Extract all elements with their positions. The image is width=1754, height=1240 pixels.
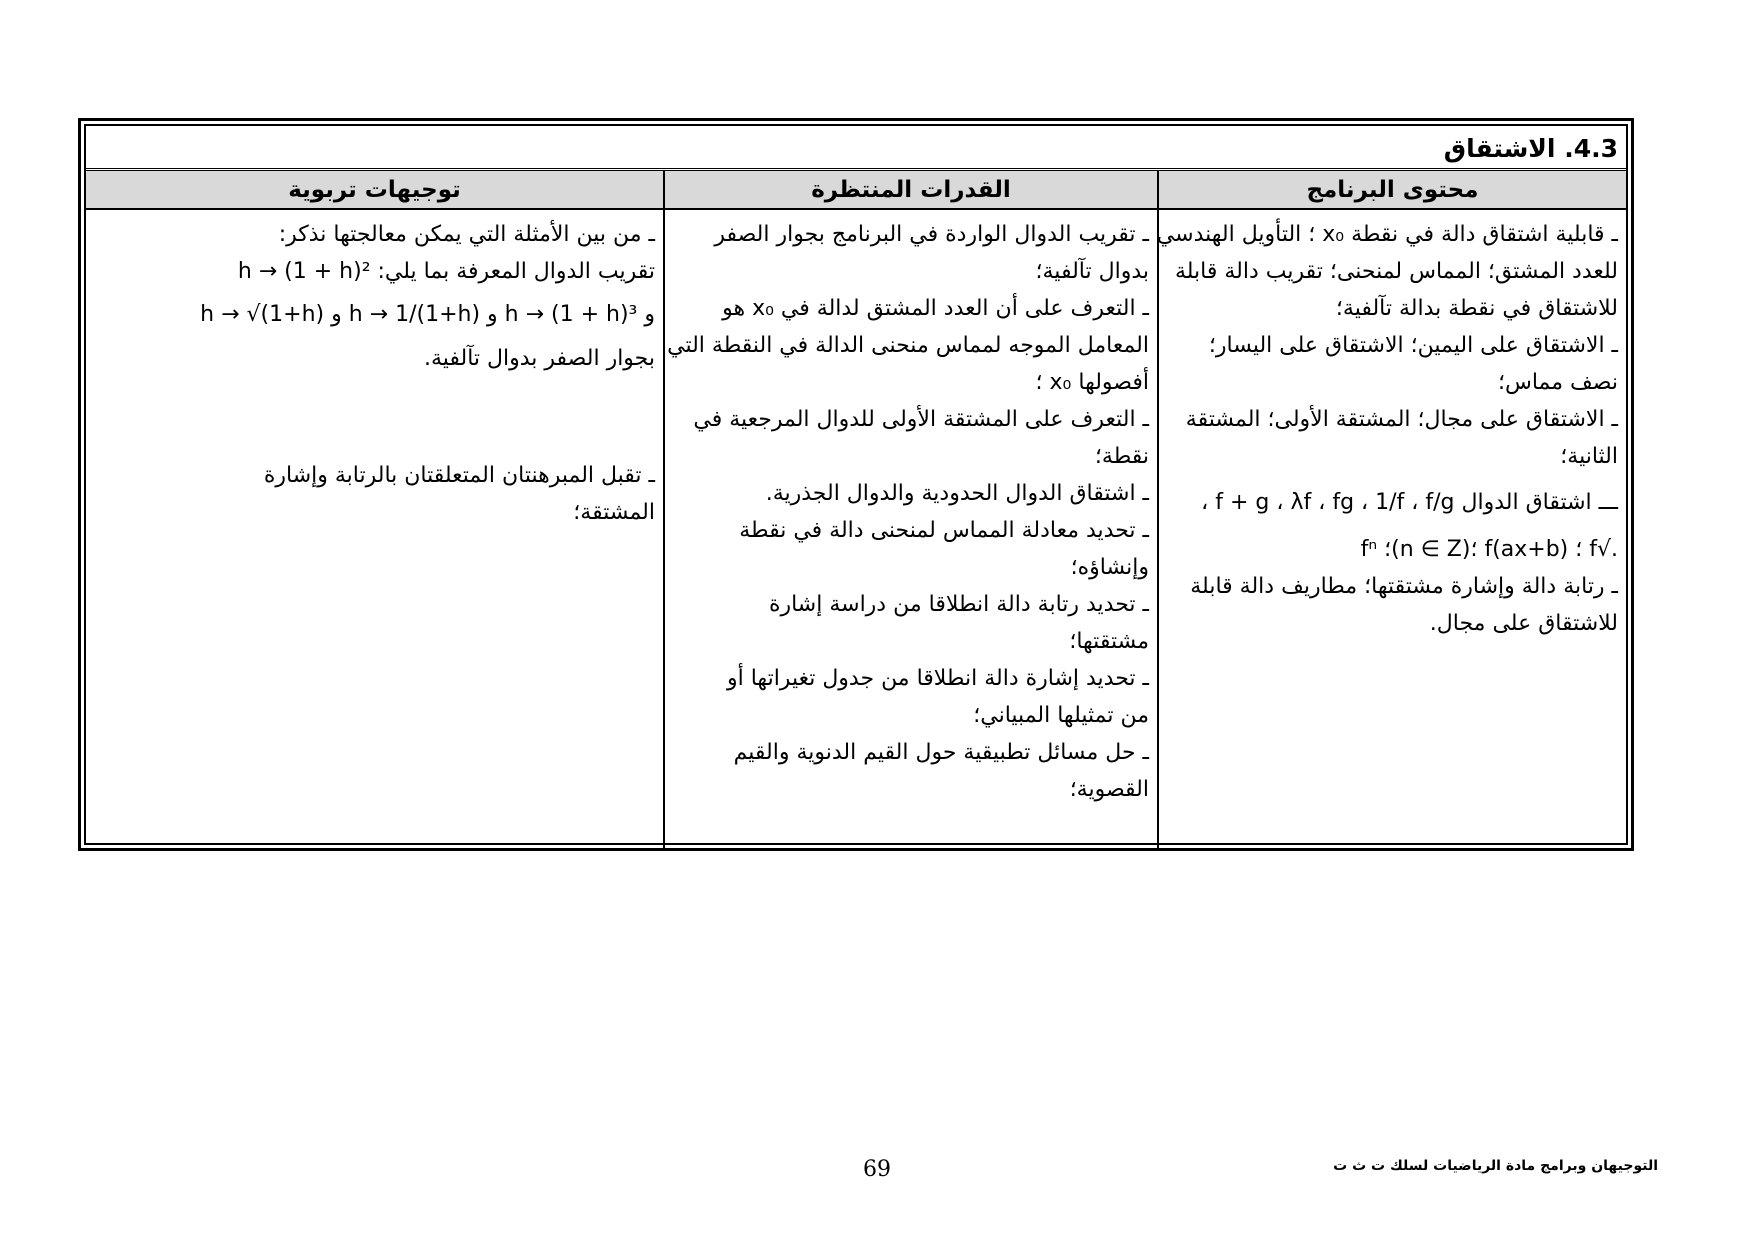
footer-caption: التوجيهان وبرامج مادة الرياضيات لسلك ت ث ت [1333, 1158, 1658, 1174]
abilities-line: ـ تحديد معادلة المماس لمنحنى دالة في نقطة [739, 518, 1149, 543]
abilities-line: من تمثيلها المبياني؛ [973, 703, 1149, 728]
abilities-line: ـ التعرف على أن العدد المشتق لدالة في x₀ هو [722, 296, 1149, 321]
content-line: ـ الاشتقاق على مجال؛ المشتقة الأولى؛ المشتقة [1185, 407, 1618, 432]
abilities-line: ـ حل مسائل تطبيقية حول القيم الدنوية والقيم [733, 740, 1149, 765]
content-line: ـ رتابة دالة وإشارة مشتقتها؛ مطاريف دالة قابلة [1190, 574, 1618, 599]
content-line: للاشتقاق في نقطة بدالة تآلفية؛ [1335, 296, 1618, 321]
header-abilities: القدرات المنتظرة [664, 171, 1158, 209]
abilities-line: ـ تقريب الدوال الواردة في البرنامج بجوار الصفر [714, 222, 1149, 247]
content-line: .√f ؛ f(ax+b) ؛(n ∈ Z)؛ fⁿ [1360, 537, 1618, 562]
header-guidance: توجيهات تربوية [86, 171, 664, 209]
guidance-line: ـ من بين الأمثلة التي يمكن معالجتها نذكر: [278, 222, 655, 247]
section-title: 4.3. الاشتقاق [86, 126, 1626, 171]
content-line: للاشتقاق على مجال. [1429, 611, 1618, 636]
abilities-line: ـ اشتقاق الدوال الحدودية والدوال الجذرية. [765, 481, 1149, 506]
content-line: ـ الاشتقاق على اليمين؛ الاشتقاق على اليسار؛ [1208, 333, 1618, 358]
section-frame [78, 118, 1634, 851]
abilities-line: القصوية؛ [1069, 777, 1149, 802]
content-cell [1158, 209, 1626, 850]
abilities-line: المعامل الموجه لمماس منحنى الدالة في النقطة التي [667, 333, 1149, 358]
table-body-row [86, 209, 1626, 850]
abilities-line: بدوال تآلفية؛ [1035, 259, 1149, 284]
abilities-line: ـ تحديد رتابة دالة انطلاقا من دراسة إشارة [768, 592, 1149, 617]
guidance-line: تقريب الدوال المعرفة بما يلي: h → (1 + h)² [237, 259, 655, 284]
abilities-line: ـ التعرف على المشتقة الأولى للدوال المرجعية في [693, 407, 1149, 432]
guidance-spacer [96, 377, 655, 457]
content-line: نصف مماس؛ [1497, 370, 1618, 395]
abilities-cell [664, 209, 1158, 850]
guidance-line: المشتقة؛ [573, 500, 655, 525]
guidance-cell [86, 209, 664, 850]
abilities-line: وإنشاؤه؛ [1070, 555, 1149, 580]
guidance-line: بجوار الصفر بدوال تآلفية. [423, 346, 655, 371]
abilities-line: ـ تحديد إشارة دالة انطلاقا من جدول تغيراتها أو [727, 666, 1149, 691]
abilities-line: مشتقتها؛ [1069, 629, 1149, 654]
section-inner-frame [84, 124, 1628, 845]
header-content: محتوى البرنامج [1158, 171, 1626, 209]
abilities-line: أفصولها x₀ ؛ [1035, 370, 1149, 395]
content-line: للعدد المشتق؛ المماس لمنحنى؛ تقريب دالة قابلة [1174, 259, 1618, 284]
program-table [86, 171, 1626, 850]
guidance-line: ـ تقبل المبرهنتان المتعلقتان بالرتابة وإشارة [263, 463, 655, 488]
content-line: ـ قابلية اشتقاق دالة في نقطة x₀ ؛ التأويل الهندسي [1156, 222, 1618, 247]
content-line: الثانية؛ [1560, 444, 1618, 469]
guidance-line: و h → (1 + h)³ و h → 1/(1+h) و h → √(1+h) [200, 302, 655, 327]
page-number: 69 [863, 1157, 891, 1182]
table-header-row [86, 171, 1626, 209]
content-line: ـــ اشتقاق الدوال f + g ، λf ، fg ، 1/f ، f/g ، [1201, 490, 1618, 515]
abilities-line: نقطة؛ [1094, 444, 1149, 469]
